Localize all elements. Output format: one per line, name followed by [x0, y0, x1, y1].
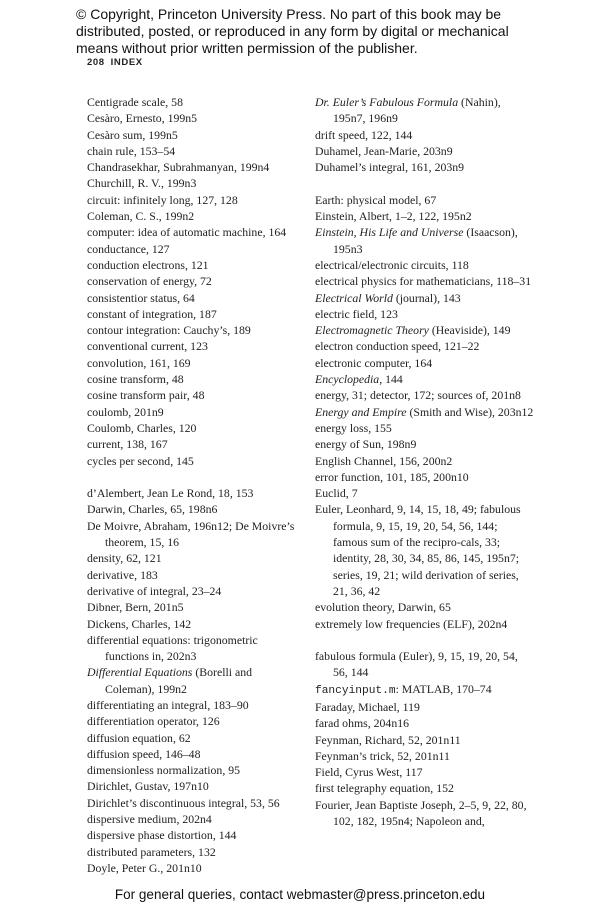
- index-entry: [315, 699, 535, 715]
- index-entry: [315, 224, 535, 257]
- index-entry-text: Cesàro sum, 199n5: [87, 127, 178, 142]
- index-entry-text: Duhamel’s integral, 161, 203n9: [315, 160, 465, 175]
- index-entry-text: Euclid, 7: [315, 486, 358, 501]
- index-entry: [315, 616, 535, 632]
- index-entry-title: Dr. Euler’s Fabulous Formula: [315, 95, 459, 109]
- index-entry-text: Dirichlet, Gustav, 197n10: [87, 779, 209, 794]
- index-entry-text: (Borelli and Coleman), 199n2: [105, 665, 253, 696]
- footer-contact: For general queries, contact webmaster@press.princeton.edu: [114, 887, 486, 902]
- index-entry-text: conventional current, 123: [87, 339, 208, 354]
- index-entry: [87, 436, 302, 452]
- index-entry: [87, 387, 302, 403]
- index-entry: [315, 748, 535, 764]
- index-entry-text: electronic computer, 164: [315, 355, 433, 370]
- index-entry: [315, 208, 535, 224]
- index-entry-text: farad ohms, 204n16: [315, 716, 410, 731]
- letter-group-gap: [315, 632, 535, 648]
- copyright-notice: [76, 6, 546, 57]
- index-entry-text: energy, 31; detector, 172; sources of, 201n8: [315, 388, 521, 403]
- index-entry-text: differentiation operator, 126: [87, 714, 220, 729]
- index-entry: [87, 778, 302, 794]
- index-entry: [315, 290, 535, 306]
- index-entry-text: conduction electrons, 121: [87, 257, 209, 272]
- index-entry-text: Cesàro, Ernesto, 199n5: [87, 111, 198, 126]
- index-entry-text: Feynman’s trick, 52, 201n11: [315, 748, 450, 763]
- index-entry: [315, 94, 535, 127]
- index-entry-text: dispersive medium, 202n4: [87, 812, 212, 827]
- index-entry-text: Fourier, Jean Baptiste Joseph, 2–5, 9, 22, 80, 102, 182, 195n4; Napoleon and,: [315, 797, 527, 829]
- index-entry-text: : MATLAB, 170–74: [395, 681, 492, 696]
- index-entry: [315, 143, 535, 159]
- index-entry: [87, 404, 302, 420]
- index-entry: [87, 762, 302, 778]
- index-entry: [87, 371, 302, 387]
- index-entry-title: Energy and Empire: [315, 404, 407, 419]
- index-entry: [87, 159, 302, 175]
- index-entry-text: Field, Cyrus West, 117: [315, 765, 423, 780]
- index-entry: [315, 355, 535, 371]
- index-entry: [315, 453, 535, 469]
- index-entry-text: dispersive phase distortion, 144: [87, 828, 237, 843]
- index-entry-text: energy loss, 155: [315, 420, 392, 435]
- index-entry-text: electrical/electronic circuits, 118: [315, 257, 469, 272]
- index-entry: [315, 436, 535, 452]
- index-entry: [87, 713, 302, 729]
- index-entry-text: Coleman, C. S., 199n2: [87, 209, 195, 224]
- index-entry-text: electric field, 123: [315, 306, 398, 321]
- index-entry-text: constant of integration, 187: [87, 306, 217, 321]
- index-entry: [87, 224, 302, 240]
- index-entry-text: Doyle, Peter G., 201n10: [87, 860, 202, 875]
- index-entry: [87, 306, 302, 322]
- index-entry: [315, 306, 535, 322]
- index-entry-title: Electrical World: [315, 290, 393, 305]
- index-entry: [87, 567, 302, 583]
- index-entry: [87, 501, 302, 517]
- index-entry: [315, 780, 535, 796]
- index-entry-text: Chandrasekhar, Subrahmanyan, 199n4: [87, 160, 270, 175]
- index-entry: [315, 797, 535, 830]
- index-entry: [315, 764, 535, 780]
- index-entry-text: circuit: infinitely long, 127, 128: [87, 192, 238, 207]
- index-entry-text: Faraday, Michael, 119: [315, 699, 420, 714]
- index-entry: [87, 485, 302, 501]
- index-entry-text: error function, 101, 185, 200n10: [315, 469, 469, 484]
- index-entry-text: Dickens, Charles, 142: [87, 616, 192, 631]
- index-entry: [315, 322, 535, 338]
- index-entry: [315, 469, 535, 485]
- index-entry: [315, 273, 535, 289]
- index-entry-code: fancyinput.m: [315, 684, 396, 697]
- index-entry-text: evolution theory, Darwin, 65: [315, 600, 451, 615]
- index-entry-text: (Heaviside), 149: [428, 323, 511, 338]
- index-entry-text: coulomb, 201n9: [87, 404, 164, 419]
- index-entry: [87, 844, 302, 860]
- index-entry: [315, 257, 535, 273]
- index-entry-text: current, 138, 167: [87, 437, 168, 452]
- index-entry-text: Dirichlet’s discontinuous integral, 53, 56: [87, 795, 280, 810]
- index-entry-text: Coulomb, Charles, 120: [87, 420, 197, 435]
- index-entry: [315, 715, 535, 731]
- index-entry: [315, 648, 535, 681]
- index-entry-title: Electromagnetic Theory: [315, 323, 429, 338]
- index-entry: [87, 518, 302, 551]
- index-entry-text: fabulous formula (Euler), 9, 15, 19, 20, 54, 56, 144: [315, 649, 518, 680]
- index-entry: [87, 420, 302, 436]
- index-entry-text: cycles per second, 145: [87, 453, 194, 468]
- index-entry-text: Feynman, Richard, 52, 201n11: [315, 732, 461, 747]
- index-entry-text: computer: idea of automatic machine, 164: [87, 225, 287, 240]
- index-entry-text: differentiating an integral, 183–90: [87, 697, 249, 712]
- index-entry-text: conductance, 127: [87, 241, 170, 256]
- index-entry: [87, 746, 302, 762]
- copyright-line: means without prior written permission of the publisher.: [76, 40, 418, 56]
- index-entry: [315, 404, 535, 420]
- index-entry: [315, 387, 535, 403]
- index-entry-title: Einstein, His Life and Universe: [315, 225, 464, 240]
- index-entry-text: , 144: [379, 372, 403, 387]
- index-entry: [87, 257, 302, 273]
- index-entry-text: Centigrade scale, 58: [87, 95, 183, 109]
- index-entry-text: diffusion speed, 146–48: [87, 746, 201, 761]
- index-entry-text: (Isaacson), 195n3: [333, 225, 518, 256]
- index-entry-text: Churchill, R. V., 199n3: [87, 176, 197, 191]
- index-entry: [315, 420, 535, 436]
- copyright-line: © Copyright, Princeton University Press. No part of this book may be: [76, 6, 502, 22]
- index-entry: [87, 550, 302, 566]
- index-entry-title: Encyclopedia: [315, 372, 380, 387]
- index-entry-text: Darwin, Charles, 65, 198n6: [87, 502, 218, 517]
- index-entry: [87, 273, 302, 289]
- index-entry-text: Duhamel, Jean-Marie, 203n9: [315, 143, 453, 158]
- index-entry-text: De Moivre, Abraham, 196n12; De Moivre’s theorem, 15, 16: [87, 518, 295, 550]
- index-entry-text: density, 62, 121: [87, 551, 162, 566]
- index-entry: [315, 127, 535, 143]
- index-entry-text: distributed parameters, 132: [87, 844, 216, 859]
- index-entry: [87, 616, 302, 632]
- running-head-title: INDEX: [110, 57, 143, 68]
- index-entry-text: Einstein, Albert, 1–2, 122, 195n2: [315, 209, 472, 224]
- index-entry-text: conservation of energy, 72: [87, 274, 212, 289]
- index-column-left: [87, 94, 302, 876]
- running-head: [87, 57, 143, 68]
- index-entry: [87, 697, 302, 713]
- index-entry-text: contour integration: Cauchy’s, 189: [87, 323, 251, 338]
- index-entry-text: Euler, Leonhard, 9, 14, 15, 18, 49; fabulous formula, 9, 15, 19, 20, 54, 56, 144; famous sum of the recipro-cals, 33; identity, 28, 30, 34, 85, 86, 145, 195n7; series, 19, 21; wild derivation of series, 21, 36, 42: [315, 502, 521, 598]
- index-entry-text: consistentior status, 64: [87, 290, 195, 305]
- index-entry: [87, 795, 302, 811]
- index-entry: [87, 290, 302, 306]
- index-entry: [87, 208, 302, 224]
- index-entry: [87, 175, 302, 191]
- index-entry-text: electron conduction speed, 121–22: [315, 339, 480, 354]
- index-entry: [87, 322, 302, 338]
- index-entry-text: (Nahin), 195n7, 196n9: [333, 95, 501, 126]
- index-entry-title: Differential Equations: [87, 665, 193, 680]
- copyright-line: distributed, posted, or reproduced in any form by digital or mechanical: [76, 23, 509, 39]
- index-entry: [315, 485, 535, 501]
- index-entry-text: (Smith and Wise), 203n12: [406, 404, 534, 419]
- index-entry-text: derivative of integral, 23–24: [87, 583, 222, 598]
- index-entry-text: Dibner, Bern, 201n5: [87, 600, 184, 615]
- index-entry-text: energy of Sun, 198n9: [315, 437, 417, 452]
- index-entry: [87, 860, 302, 876]
- index-entry-text: d’Alembert, Jean Le Rond, 18, 153: [87, 486, 254, 501]
- index-entry: [315, 732, 535, 748]
- index-entry: [87, 827, 302, 843]
- letter-group-gap: [87, 469, 302, 485]
- index-entry-text: (journal), 143: [392, 290, 461, 305]
- index-entry-text: first telegraphy equation, 152: [315, 781, 454, 796]
- index-entry: [315, 159, 535, 175]
- index-entry: [87, 143, 302, 159]
- index-entry-text: Earth: physical model, 67: [315, 192, 437, 207]
- index-entry: [87, 730, 302, 746]
- index-entry: [87, 241, 302, 257]
- index-entry-text: derivative, 183: [87, 567, 158, 582]
- index-entry: [315, 192, 535, 208]
- index-entry-text: diffusion equation, 62: [87, 730, 191, 745]
- index-entry-text: dimensionless normalization, 95: [87, 763, 241, 778]
- index-entry-text: English Channel, 156, 200n2: [315, 453, 453, 468]
- letter-group-gap: [315, 175, 535, 191]
- index-entry-text: extremely low frequencies (ELF), 202n4: [315, 616, 508, 631]
- index-entry-text: drift speed, 122, 144: [315, 127, 413, 142]
- index-entry: [87, 632, 302, 665]
- index-entry: [87, 338, 302, 354]
- index-entry: [87, 811, 302, 827]
- index-entry: [87, 599, 302, 615]
- index-entry: [315, 681, 535, 699]
- index-entry: [315, 501, 535, 599]
- index-entry: [87, 583, 302, 599]
- index-column-right: [315, 94, 535, 829]
- index-entry: [87, 192, 302, 208]
- index-entry-text: differential equations: trigonometric functions in, 202n3: [87, 632, 258, 664]
- index-entry-text: cosine transform pair, 48: [87, 388, 205, 403]
- index-entry: [315, 338, 535, 354]
- index-entry: [87, 664, 302, 697]
- index-entry: [87, 110, 302, 126]
- index-entry: [87, 355, 302, 371]
- index-entry-text: chain rule, 153–54: [87, 143, 176, 158]
- index-entry: [87, 127, 302, 143]
- page-number: 208: [87, 57, 105, 68]
- index-entry-text: electrical physics for mathematicians, 118–31: [315, 274, 532, 289]
- index-entry: [87, 453, 302, 469]
- index-entry: [315, 371, 535, 387]
- index-entry-text: convolution, 161, 169: [87, 355, 191, 370]
- index-entry-text: cosine transform, 48: [87, 372, 184, 387]
- index-entry: [315, 599, 535, 615]
- index-entry: [87, 94, 302, 110]
